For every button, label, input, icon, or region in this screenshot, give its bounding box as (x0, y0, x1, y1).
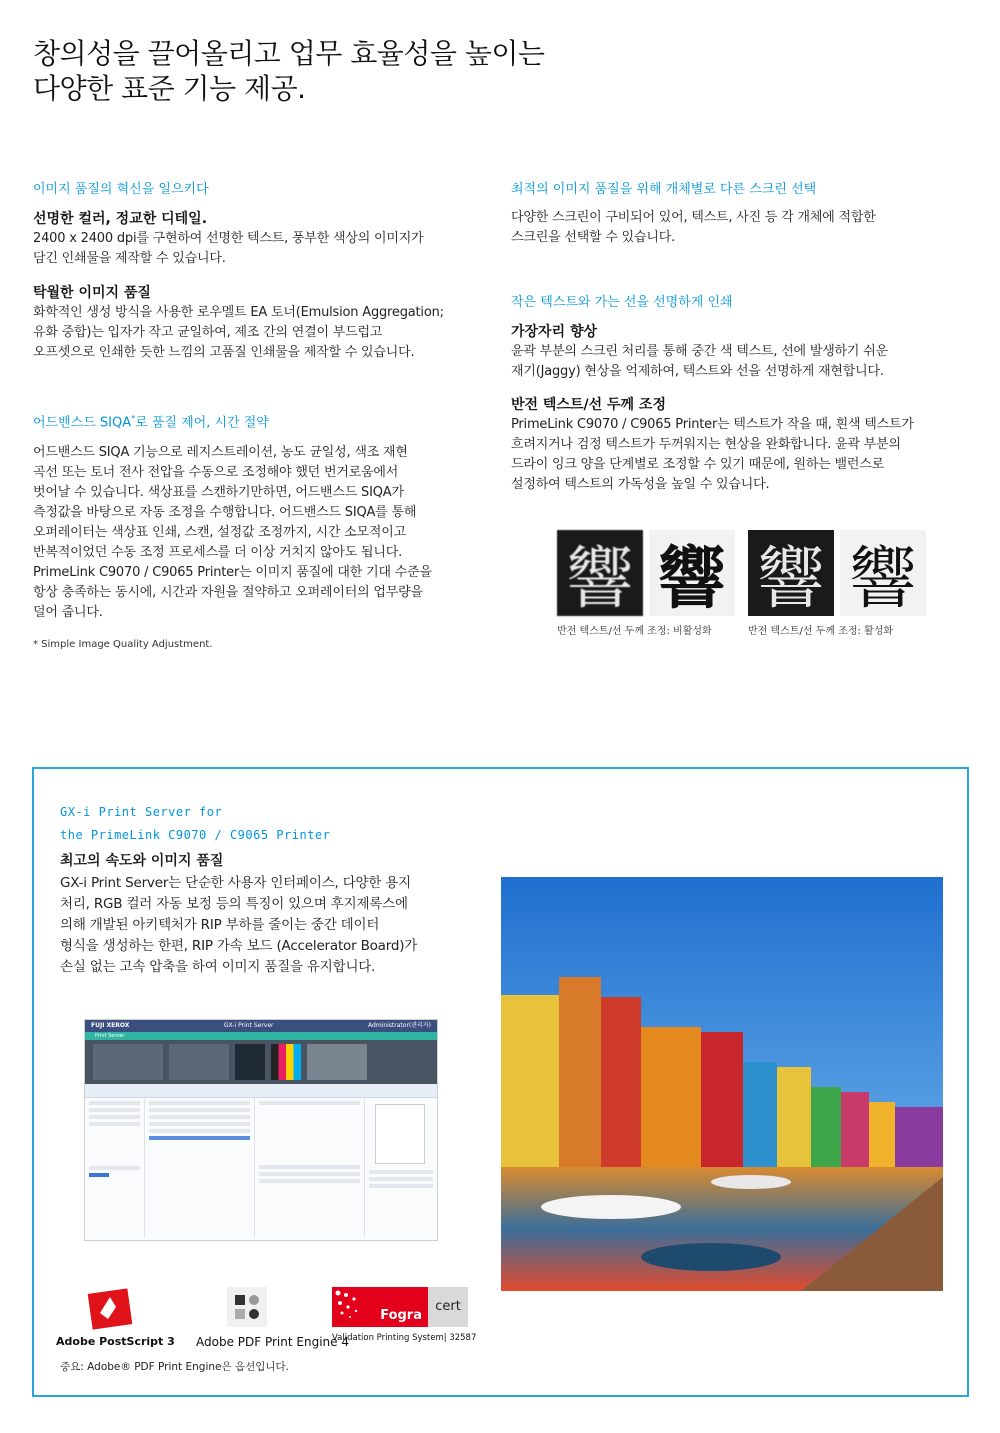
adobe-pdf-engine-logo (173, 1283, 349, 1353)
body-line: 담긴 인쇄물을 제작할 수 있습니다. (33, 251, 226, 266)
body-line: 재기(Jaggy) 현상을 억제하여, 텍스트와 선을 선명하게 재현합니다. (511, 364, 884, 379)
subtitle-excellent-quality: 탁월한 이미지 품질 (33, 285, 151, 301)
pdf-engine-icon (227, 1287, 267, 1327)
caption-disabled: 반전 텍스트/선 두께 조정: 비활성화 (557, 626, 712, 637)
gui-status-panel (85, 1040, 437, 1084)
glyph-sample-light: 響 (649, 530, 735, 616)
colorful-houses-photo (501, 877, 943, 1291)
fogra-red-block (332, 1287, 428, 1327)
body-line: 곡선 또는 토너 전사 전압을 수동으로 조정해야 했던 번거로움에서 (33, 465, 399, 481)
gui-titlebar (85, 1020, 437, 1032)
headline-line-2: 다양한 표준 기능 제공. (33, 72, 306, 105)
subtitle-inverted-text: 반전 텍스트/선 두께 조정 (511, 397, 666, 413)
fogra-name: Fogra (380, 1308, 422, 1323)
body-line: 유화 중합)는 입자가 작고 균일하여, 제조 간의 연결이 부드럽고 (33, 325, 383, 340)
body-line: 2400 x 2400 dpi를 구현하여 선명한 텍스트, 풍부한 색상의 이미지가 (33, 231, 424, 246)
body-line: 드라이 잉크 양을 단계별로 조정할 수 있기 때문에, 원하는 밸런스로 (511, 457, 884, 472)
box-title-line-1: GX-i Print Server for (60, 805, 223, 819)
body-line: PrimeLink C9070 / C9065 Printer는 텍스트가 작을 때, 흰색 텍스트가 (511, 417, 914, 432)
glyph-sample-dark: 響 (557, 530, 643, 616)
body-line: 스크린을 선택할 수 있습니다. (511, 230, 676, 245)
caption-enabled: 반전 텍스트/선 두께 조정: 활성화 (748, 626, 894, 637)
gui-nav: Print Server (85, 1032, 437, 1040)
gui-toolbar (85, 1084, 437, 1098)
gui-user: Administrator(관리자) (368, 1022, 431, 1029)
siqa-title-sup: * (131, 414, 136, 423)
subtitle-edge-enhance: 가장자리 향상 (511, 324, 598, 340)
page-headline (33, 36, 544, 106)
gx-print-server-box (32, 767, 969, 1397)
body-line: 덜어 줍니다. (33, 605, 103, 621)
body-line: 반복적이었던 수동 조정 프로세스를 더 이상 거치지 않아도 됩니다. (33, 545, 403, 561)
box-body (60, 873, 470, 978)
body-line: GX-i Print Server는 단순한 사용자 인터페이스, 다양한 용지 (60, 875, 412, 891)
body-line: 오프셋으로 인쇄한 듯한 느낌의 고품질 인쇄물을 제작할 수 있습니다. (33, 345, 415, 360)
body-line: 다양한 스크린이 구비되어 있어, 텍스트, 사진 등 각 개체에 적합한 (511, 210, 876, 225)
body-line: 흐려지거나 검정 텍스트가 두꺼워지는 현상을 완화합니다. 윤곽 부분의 (511, 437, 901, 452)
body-line: 벗어날 수 있습니다. 색상표를 스캔하기만하면, 어드밴스드 SIQA가 (33, 485, 404, 501)
body-line: 윤곽 부분의 스크린 처리를 통해 중간 색 텍스트, 선에 발생하기 쉬운 (511, 344, 888, 359)
gui-title: GX-i Print Server (223, 1022, 274, 1029)
box-subtitle: 최고의 속도와 이미지 품질 (60, 853, 224, 869)
body-line: 설정하여 텍스트의 가독성을 높일 수 있습니다. (511, 477, 770, 492)
siqa-title-pre: 어드밴스드 SIQA (33, 415, 132, 431)
glyph-sample-dark: 響 (748, 530, 834, 616)
body-line: 측정값을 바탕으로 자동 조정을 수행합니다. 어드밴스드 SIQA를 통해 (33, 505, 417, 521)
body-line: 형식을 생성하는 한편, RIP 가속 보드 (Accelerator Board)가 (60, 938, 418, 954)
body-line: 어드밴스드 SIQA 기능으로 레지스트레이션, 농도 균일성, 색조 재현 (33, 445, 408, 461)
body-line: 화학적인 생성 방식을 사용한 로우멜트 EA 토너(Emulsion Aggregation; (33, 305, 444, 320)
section-title-image-quality: 이미지 품질의 혁신을 일으키다 (33, 182, 209, 197)
subtitle-vivid-color: 선명한 컬러, 정교한 디테일. (33, 211, 208, 227)
body-line: 손실 없는 고속 압축을 하여 이미지 품질을 유지합니다. (60, 959, 376, 975)
comparison-disabled (557, 530, 735, 637)
right-column (511, 180, 971, 495)
headline-line-1: 창의성을 끌어올리고 업무 효율성을 높이는 (33, 37, 545, 70)
adobe-postscript-logo (56, 1283, 175, 1353)
section-title-screen-select: 최적의 이미지 품질을 위해 개체별로 다른 스크린 선택 (511, 182, 817, 197)
siqa-title-post: 로 품질 제어, 시간 절약 (135, 415, 269, 431)
gui-columns (85, 1098, 437, 1238)
body-line: 오퍼레이터는 색상표 인쇄, 스캔, 설정값 조정까지, 시간 소모적이고 (33, 525, 406, 541)
box-title (60, 801, 330, 847)
fogra-dots-icon (332, 1287, 372, 1327)
gui-brand: FUJI XEROX (91, 1022, 130, 1029)
body-line: PrimeLink C9070 / C9065 Printer는 이미지 품질에 대한 기대 수준을 (33, 565, 432, 581)
siqa-body (33, 443, 493, 623)
adobe-postscript-icon (86, 1285, 136, 1331)
body-line: 항상 충족하는 동시에, 시간과 자원을 절약하고 오퍼레이터의 업무량을 (33, 585, 423, 601)
section-title-siqa (33, 409, 493, 433)
section-title-small-text: 작은 텍스트와 가는 선을 선명하게 인쇄 (511, 295, 733, 310)
left-column (33, 180, 493, 650)
comparison-enabled (748, 530, 926, 637)
body-line: 의해 개발된 아키텍처가 RIP 부하를 줄이는 중간 데이터 (60, 917, 380, 933)
fogra-caption: Validation Printing System| 32587 (332, 1333, 477, 1343)
fogra-cert-logo (332, 1287, 477, 1353)
footnote: * Simple Image Quality Adjustment. (33, 639, 213, 651)
screen-select-body (511, 208, 971, 248)
body-line: 처리, RGB 컬러 자동 보정 등의 특징이 있으며 후지제록스에 (60, 896, 408, 912)
print-server-ui-screenshot (84, 1019, 438, 1241)
glyph-sample-light: 響 (840, 530, 926, 616)
fogra-cert-label: cert (428, 1287, 468, 1327)
pdf-engine-label: Adobe PDF Print Engine 4 (196, 1335, 349, 1349)
box-title-line-2: the PrimeLink C9070 / C9065 Printer (60, 828, 331, 842)
postscript-label: Adobe PostScript 3 (56, 1335, 175, 1348)
partner-logos (56, 1283, 496, 1353)
adobe-option-note: 중요: Adobe® PDF Print Engine은 옵션입니다. (60, 1361, 290, 1373)
